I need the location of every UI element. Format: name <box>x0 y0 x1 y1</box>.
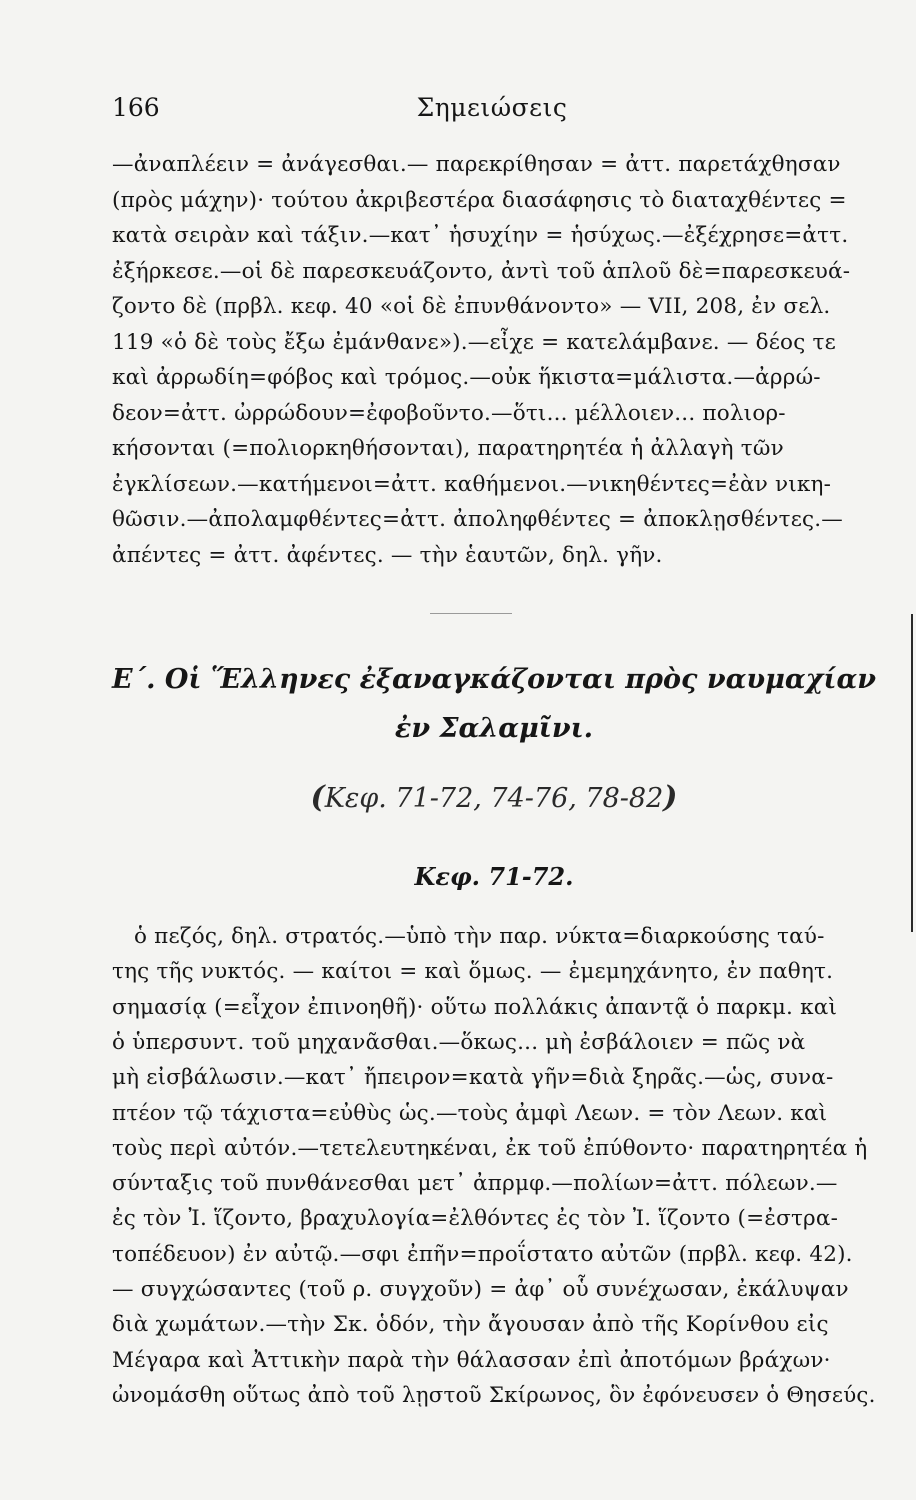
note-line: ἐξήρκεσε.—οἱ δὲ παρεσκευάζοντο, ἀντὶ τοῦ ἁπλοῦ δὲ=παρεσκευά- <box>112 258 851 284</box>
note-line: ὁ ὑπερσυντ. τοῦ μηχανᾶσθαι.—ὅκως... μὴ ἐσβάλοιεν = πῶς νὰ <box>112 1029 806 1055</box>
page-number: 166 <box>112 93 160 122</box>
running-title: Σημειώσεις <box>416 93 568 122</box>
chapter-heading: Κεφ. 71-72. <box>414 862 574 891</box>
note-line: ἀπέντες = ἀττ. ἀφέντες. — τὴν ἑαυτῶν, δηλ. γῆν. <box>112 542 663 568</box>
note-line: θῶσιν.—ἀπολαμφθέντες=ἀττ. ἀποληφθέντες = ἀποκλῃσθέντες.— <box>112 507 844 532</box>
note-line: πτέον τῷ τάχιστα=εὐθὺς ὡς.—τοὺς ἀμφὶ Λεων. = τὸν Λεων. καὶ <box>112 1100 828 1126</box>
note-line: καὶ ἀρρωδίη=φόβος καὶ τρόμος.—οὐκ ἥκιστα=μάλιστα.—ἀρρώ- <box>112 365 821 390</box>
note-line: κατὰ σειρὰν καὶ τάξιν.—κατ᾽ ἡσυχίην = ἡσύχως.—ἐξέχρησε=ἀττ. <box>112 223 849 248</box>
note-line: σύνταξις τοῦ πυνθάνεσθαι μετ᾽ ἀπρμφ.—πολίων=ἀττ. πόλεων.— <box>112 1171 838 1197</box>
running-head <box>112 93 872 129</box>
note-line: ἐς τὸν Ἰ. ἵζοντο, βραχυλογία=ἐλθόντες ἐς τὸν Ἰ. ἵζοντο (=ἐστρα- <box>112 1206 839 1232</box>
note-line: — συγχώσαντες (τοῦ ρ. συγχοῦν) = ἀφ᾽ οὗ συνέχωσαν, ἐκάλυψαν <box>112 1277 849 1302</box>
note-line: ὠνομάσθη οὕτως ἀπὸ τοῦ λῃστοῦ Σκίρωνος, ὃν ἐφόνευσεν ὁ Θησεύς. <box>112 1382 876 1408</box>
chapters-label: Κεφ. 71-72, 74-76, 78-82 <box>324 783 664 814</box>
note-line: μὴ εἰσβάλωσιν.—κατ᾽ ἤπειρον=κατὰ γῆν=διὰ ξηρᾶς.—ὡς, συνα- <box>112 1065 834 1091</box>
note-line: κήσονται (=πολιορκηθήσονται), παρατηρητέα ἡ ἀλλαγὴ τῶν <box>112 436 784 461</box>
section-divider <box>430 613 512 614</box>
note-line: διὰ χωμάτων.—τὴν Σκ. ὁδόν, τὴν ἄγουσαν ἀπὸ τῆς Κορίνθου εἰς <box>112 1312 829 1338</box>
section-heading <box>112 655 876 753</box>
note-line: ὁ πεζός, δηλ. στρατός.—ὑπὸ τὴν παρ. νύκτα=διαρκούσης ταύ- <box>134 924 825 949</box>
chapters-close-paren: ) <box>663 780 678 815</box>
note-line: —ἀναπλέειν = ἀνάγεσθαι.— παρεκρίθησαν = ἀττ. παρετάχθησαν <box>112 152 841 177</box>
note-line: τοὺς περὶ αὐτόν.—τετελευτηκέναι, ἐκ τοῦ ἐπύθοντο· παρατηρητέα ἡ <box>112 1135 868 1161</box>
note-line: ζοντο δὲ (πρβλ. κεφ. 40 «οἱ δὲ ἐπυνθάνοντο» — VII, 208, ἐν σελ. <box>112 294 831 319</box>
note-line: της τῆς νυκτός. — καίτοι = καὶ ὅμως. — ἐμεμηχάνητο, ἐν παθητ. <box>112 959 834 985</box>
note-line: 119 «ὁ δὲ τοὺς ἔξω ἐμάνθανε»).—εἶχε = κατελάμβανε. — δέος τε <box>112 329 836 355</box>
section-heading-line: Ε΄. Οἱ Ἕλληνες ἐξαναγκάζονται πρὸς ναυμαχίαν <box>112 664 876 695</box>
chapters-open-paren: ( <box>310 780 325 815</box>
note-line: τοπέδευον) ἐν αὐτῷ.—σφι ἐπῆν=προΐστατο αὐτῶν (πρβλ. κεφ. 42). <box>112 1241 853 1267</box>
note-line: (πρὸς μάχην)· τούτου ἀκριβεστέρα διασάφησις τὸ διαταχθέντες = <box>112 187 847 213</box>
note-line: δεον=ἀττ. ὠρρώδουν=ἐφοβοῦντο.—ὅτι... μέλλοιεν... πολιορ- <box>112 400 786 426</box>
note-line: ἐγκλίσεων.—κατήμενοι=ἀττ. καθήμενοι.—νικηθέντες=ἐὰν νικη- <box>112 471 832 497</box>
chapters-range <box>112 780 876 815</box>
note-line: Μέγαρα καὶ Ἀττικὴν παρὰ τὴν θάλασσαν ἐπὶ ἀποτόμων βράχων· <box>112 1347 831 1373</box>
note-line: σημασίᾳ (=εἶχον ἐπινοηθῆ)· οὕτω πολλάκις ἀπαντᾷ ὁ παρκμ. καὶ <box>112 994 838 1020</box>
margin-rule <box>911 614 913 932</box>
section-heading-line: ἐν Σαλαμῖνι. <box>394 713 594 744</box>
